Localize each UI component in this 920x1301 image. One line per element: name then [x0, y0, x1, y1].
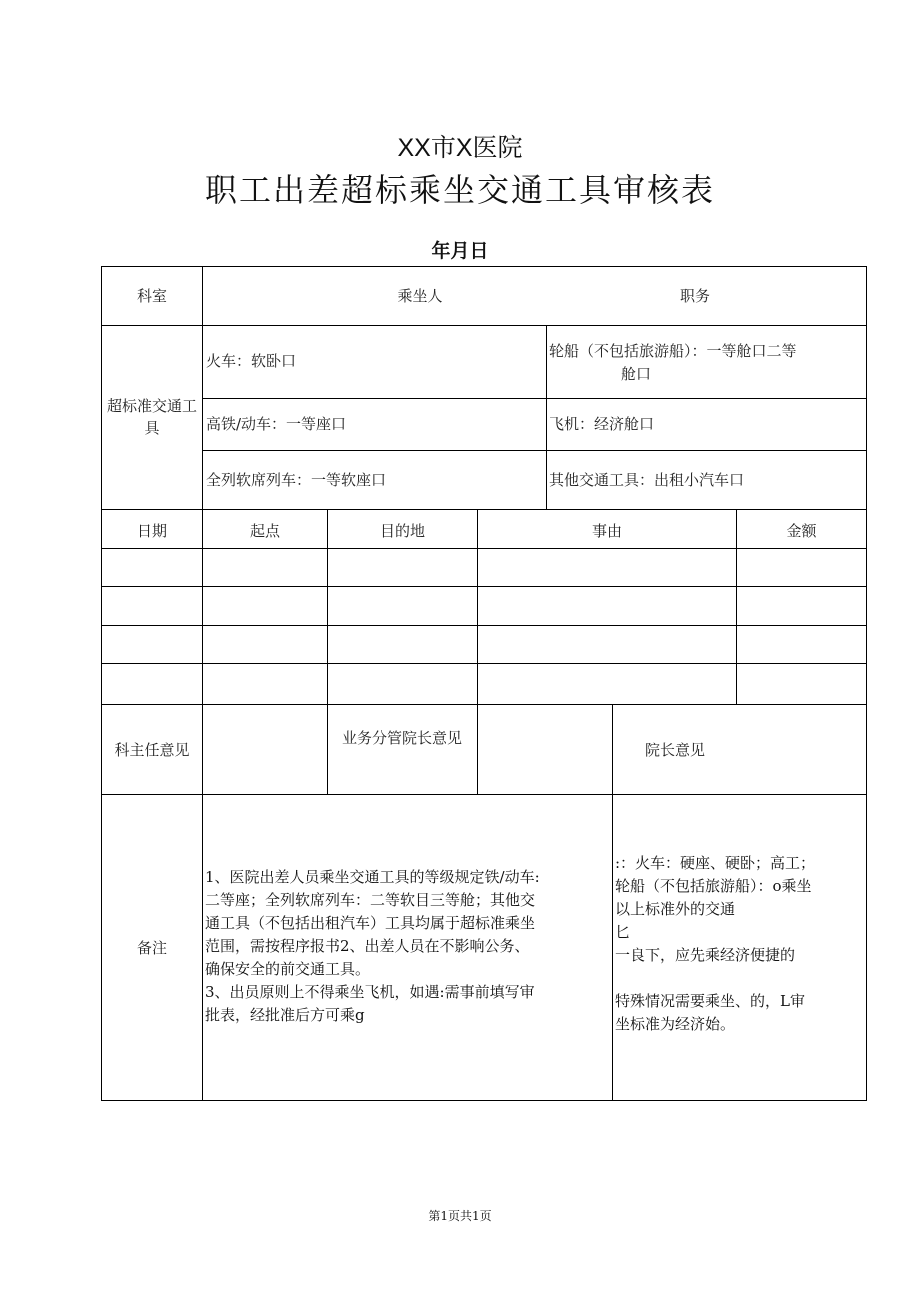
highspeed-option: 高铁/动车：一等座口	[206, 415, 347, 433]
remarks-line: 二等座；全列软席列车：二等软目三等舱；其他交	[205, 891, 536, 909]
remarks-line: 一良下，应先乘经济便捷的	[615, 946, 796, 964]
remarks-line: 批表，经批准后方可乘g	[205, 1006, 365, 1024]
ship-option-line1: 轮船（不包括旅游船）：一等舱口二等	[549, 342, 797, 360]
remarks-right-text	[615, 852, 865, 1036]
header-amount: 金额	[786, 522, 817, 540]
train-option: 火车：软卧口	[206, 352, 297, 370]
remarks-line: 确保安全的前交通工具。	[205, 960, 371, 978]
remarks-line: 轮船（不包括旅游船）：o乘坐	[615, 877, 812, 895]
grid-line	[546, 325, 547, 509]
header-reason: 事由	[591, 522, 622, 540]
department-label: 科室	[136, 287, 167, 305]
ship-option-line2: 舱口	[621, 365, 652, 383]
header-date: 日期	[136, 522, 167, 540]
remarks-line: 坐标准为经济始。	[615, 1015, 736, 1033]
form-title: 职工出差超标乘坐交通工具审核表	[204, 171, 715, 209]
remarks-line	[615, 967, 865, 990]
grid-line	[101, 625, 867, 626]
passenger-label: 乘坐人	[397, 287, 443, 305]
grid-line	[327, 509, 328, 795]
table-border-right	[866, 266, 867, 1101]
date-line: 年月日	[431, 240, 489, 262]
grid-line	[202, 450, 867, 451]
plane-option: 飞机：经济舱口	[549, 415, 655, 433]
header-origin: 起点	[249, 522, 280, 540]
remarks-line: 特殊情况需要乘坐、的，L审	[615, 992, 805, 1010]
table-border-bottom	[101, 1100, 867, 1101]
grid-line	[202, 398, 867, 399]
grid-line	[202, 266, 203, 1100]
grid-line	[612, 704, 613, 1100]
remarks-left-text	[205, 866, 610, 1027]
remarks-line: 以上标准外的交通	[615, 900, 736, 918]
grid-line	[101, 325, 867, 326]
position-label: 职务	[679, 287, 710, 305]
grid-line	[101, 509, 867, 510]
grid-line	[477, 509, 478, 795]
remarks-line: 1、医院出差人员乘坐交通工具的等级规定铁/动车:	[205, 868, 540, 886]
page-footer: 第1页共1页	[428, 1209, 492, 1223]
remarks-line: 3、出员原则上不得乘坐飞机，如遇:需事前填写审	[205, 983, 535, 1001]
remarks-line: 通工具（不包括出租汽车）工具均属于超标准乘坐	[205, 914, 536, 932]
director-opinion-label: 科主任意见	[114, 741, 190, 759]
full-soft-option: 全列软席列车：一等软座口	[206, 471, 387, 489]
grid-line	[101, 704, 867, 705]
president-opinion-label: 院长意见	[644, 741, 705, 759]
remarks-line: :：火车：硬座、硬卧；高工；	[615, 854, 816, 872]
table-border-top	[101, 266, 867, 267]
grid-line	[101, 794, 867, 795]
grid-line	[101, 586, 867, 587]
hospital-name: XX市X医院	[397, 134, 523, 162]
vice-president-opinion-label: 业务分管院长意见	[341, 729, 462, 747]
remarks-line: 范围，需按程序报书2、出差人员在不影响公务、	[205, 937, 530, 955]
remarks-line: 匕	[615, 923, 631, 941]
remarks-label: 备注	[136, 939, 167, 957]
transport-label: 超标准交通工具	[106, 397, 197, 437]
grid-line	[101, 663, 867, 664]
grid-line	[101, 548, 867, 549]
other-option: 其他交通工具：出租小汽车口	[549, 471, 745, 489]
table-border-left	[101, 266, 102, 1101]
header-destination: 目的地	[379, 522, 425, 540]
